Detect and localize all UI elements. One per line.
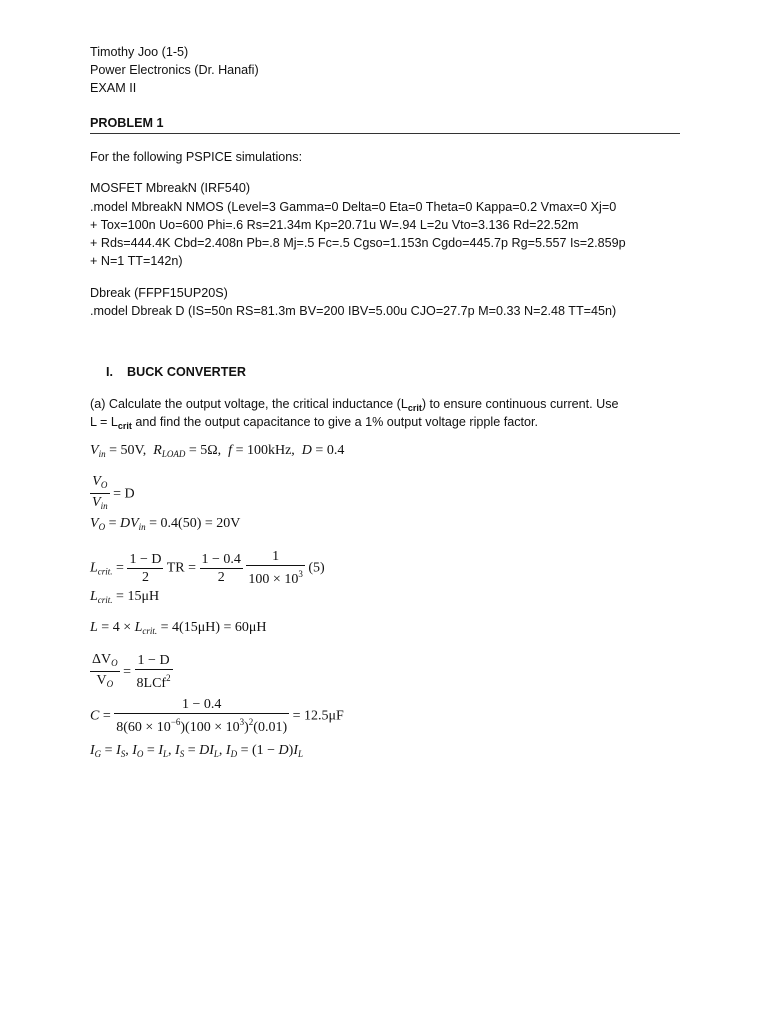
ratio-equation: $\frac{V_O}{V_{in}}$ = D [92,474,135,511]
author-line: Timothy Joo (1-5) [90,45,189,59]
title-divider [90,133,680,134]
lcrit-equation: $L_{crit.}$ = $\frac{1 - D}{2}$ TR = $\frac{1 - 0.4}{2}$ $\frac{1}{100 \times 10^3}$ (5) [90,549,325,587]
capacitance-equation: C = $\frac{1 - 0.4}{8(60 \times 10^{-6})(100 \times 10^3)^2(0.01)}$ = 12.5μF [90,697,344,735]
inductance-equation: $L = 4 \times L_{crit.} = 4(15\mu H) = 60\mu H$ [90,620,267,636]
intro-text: For the following PSPICE simulations: [90,150,303,164]
given-equation: $V_{in} = 50V$, $R_{LOAD} = 5\Omega$, f = 100kHz, D = 0.4 [90,443,345,459]
diode-title: Dbreak (FFPF15UP20S) [90,286,228,300]
ripple-equation: $\frac{\Delta V_O}{V_O}$ = $\frac{1 - D}{8LCf^2}$ [92,652,171,691]
mosfet-title: MOSFET MbreakN (IRF540) [90,181,251,195]
mosfet-model-line: + Rds=444.4K Cbd=2.408n Pb=.8 Mj=.5 Fc=.5 Cgso=1.153n Cgdo=445.7p Rg=5.557 Is=2.859p [90,236,626,250]
currents-equation: $I_G = I_S$, $I_O = I_L$, $I_S = DI_L$, $I_D = (1 - D)I_L$ [90,743,303,759]
diode-model-line: .model Dbreak D (IS=50n RS=81.3m BV=200 IBV=5.00u CJO=27.7p M=0.33 N=2.48 TT=45n) [90,304,617,318]
question-line-1: (a) Calculate the output voltage, the critical inductance $(L_{crit})$ to ensure continuous current. Use [90,397,619,413]
course-line: Power Electronics (Dr. Hanafi) [90,63,259,77]
output-voltage-equation: $V_O = DV_{in} = 0.4(50) = 20V$ [90,516,241,532]
mosfet-model-line: + Tox=100n Uo=600 Phi=.6 Rs=21.34m Kp=20.71u W=.94 L=2u Vto=3.136 Rd=22.52m [90,218,579,232]
problem-title: PROBLEM 1 [90,116,164,130]
lcrit-result: $L_{crit.} = 15\mu H$ [90,589,160,605]
section-title: BUCK CONVERTER [127,365,246,379]
exam-line: EXAM II [90,81,137,95]
mosfet-model-line: + N=1 TT=142n) [90,254,183,268]
mosfet-model-line: .model MbreakN NMOS (Level=3 Gamma=0 Delta=0 Eta=0 Theta=0 Kappa=0.2 Vmax=0 Xj=0 [90,200,617,214]
question-line-2: $L = L_{crit}$ and find the output capacitance to give a 1% output voltage ripple factor. [90,415,538,431]
section-number: I. [106,365,113,379]
